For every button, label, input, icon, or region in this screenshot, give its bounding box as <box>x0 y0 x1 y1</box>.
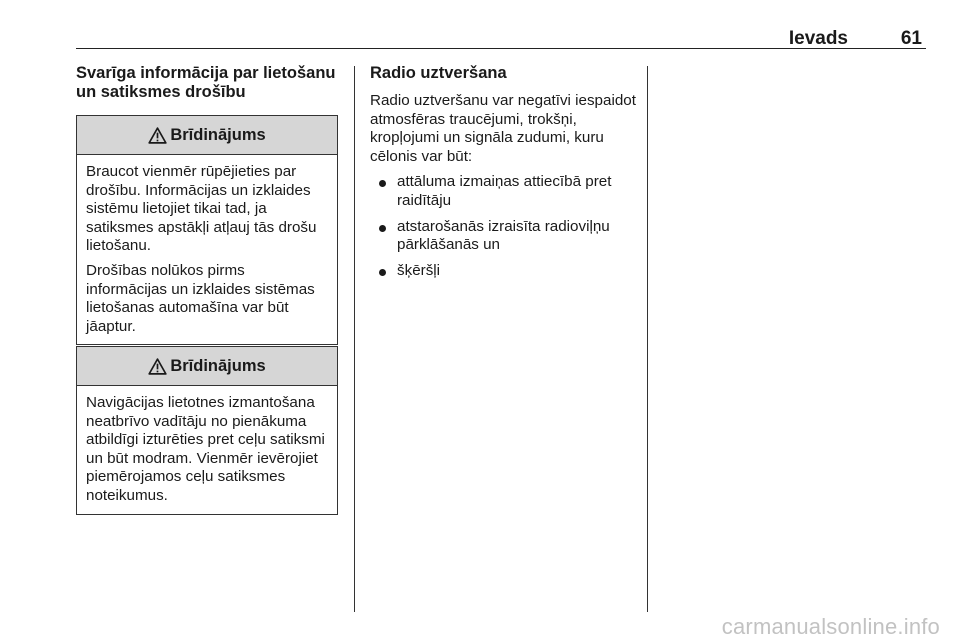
page-number: 61 <box>900 28 922 49</box>
middle-column <box>370 64 640 287</box>
bullet-list <box>370 173 640 280</box>
section-heading: Svarīga informācija par lietošanu un satiksmes drošību <box>76 64 336 101</box>
page-header <box>76 24 926 49</box>
section-title: Ievads <box>788 28 848 49</box>
list-item <box>370 262 640 281</box>
list-item-text: šķēršļi <box>397 261 441 279</box>
warning-box <box>76 346 338 515</box>
list-item <box>370 218 640 255</box>
bullet-icon <box>379 269 386 276</box>
watermark: carmanualsonline.info <box>721 614 940 639</box>
warning-title: Brīdinājums <box>170 356 266 375</box>
warning-header <box>77 347 337 386</box>
warning-header <box>77 116 337 155</box>
warning-box <box>76 115 338 345</box>
section-heading: Radio uztveršana <box>370 64 507 82</box>
warning-paragraph: Drošības nolūkos pirms informācijas un izklaides sistēmas lietošanas automašīna var būt jāaptur. <box>86 261 315 335</box>
warning-triangle-icon <box>148 127 167 144</box>
warning-triangle-icon <box>148 358 167 375</box>
column-divider <box>647 66 648 612</box>
bullet-icon <box>379 225 386 232</box>
warning-paragraph: Navigācijas lietotnes izmantošana neatbrīvo vadītāju no pienākuma atbildīgi izturēties pret ceļu satiksmi un būt modram. Vienmēr ievērojiet piemērojamos ceļu satiksmes noteikumus. <box>86 394 325 504</box>
warning-body <box>77 155 337 344</box>
list-item-text: attāluma izmaiņas attiecībā pret raidītāju <box>397 173 612 209</box>
column-divider <box>354 66 355 612</box>
list-item <box>370 173 640 210</box>
warning-title: Brīdinājums <box>170 125 266 144</box>
warning-body <box>77 386 337 514</box>
bullet-icon <box>379 180 386 187</box>
left-column <box>76 64 340 102</box>
warning-paragraph: Braucot vienmēr rūpējieties par drošību. Informācijas un izklaides sistēmu lietojiet tikai tad, ja satiksmes apstākļi atļauj tās drošu lietošanu. <box>86 163 317 255</box>
intro-paragraph: Radio uztveršanu var negatīvi iespaidot atmosfēras traucējumi, trokšņi, kropļojumi un signāla zudumi, kuru cēlonis var būt: <box>370 92 636 165</box>
list-item-text: atstarošanās izraisīta radioviļņu pārklāšanās un <box>397 217 610 254</box>
